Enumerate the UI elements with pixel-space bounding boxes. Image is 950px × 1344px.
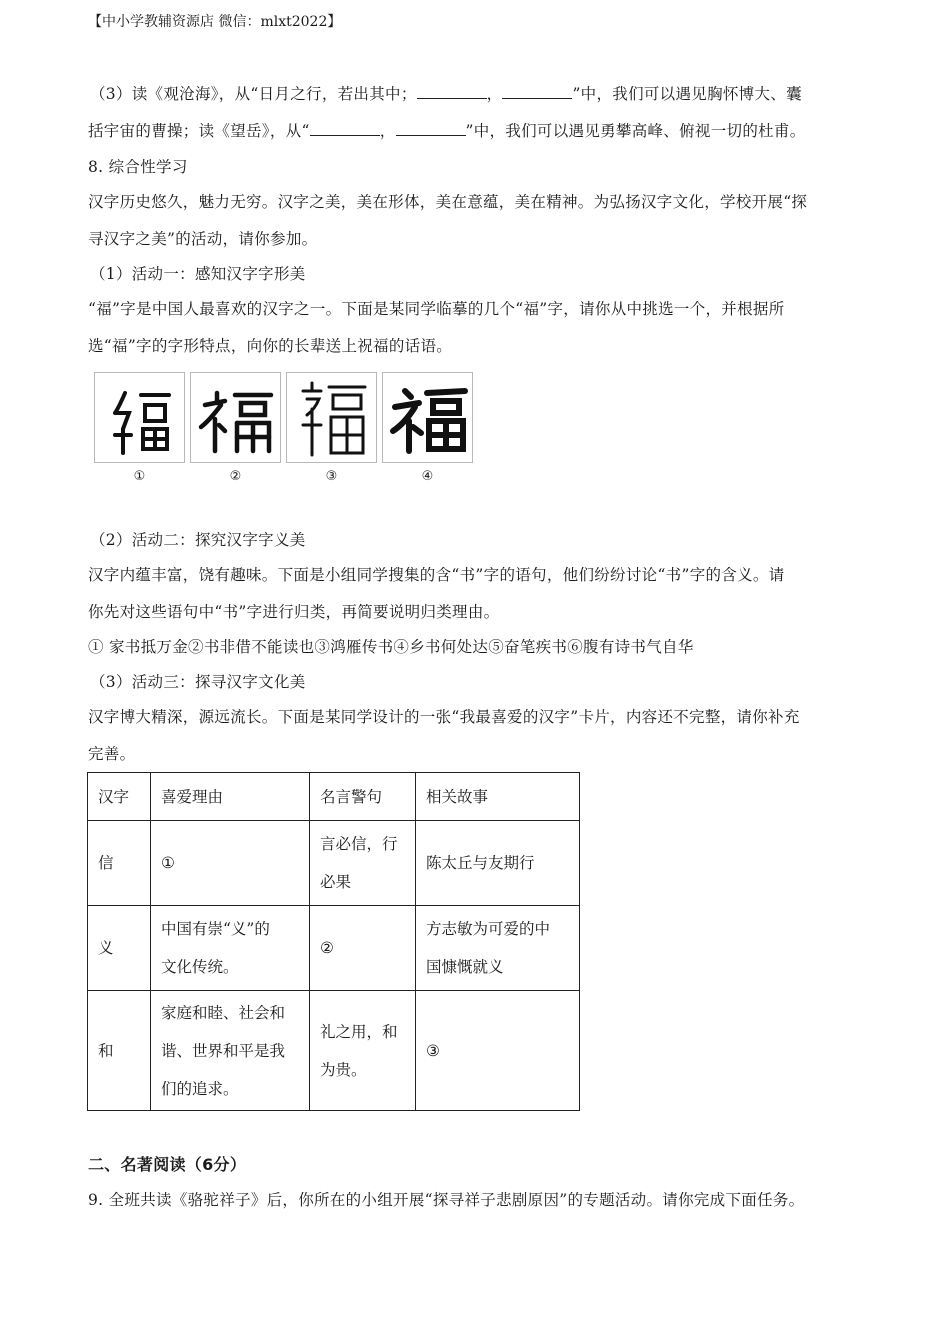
blank-4[interactable]: [396, 121, 466, 136]
activity2-items: ① 家书抵万金②书非借不能读也③鸿雁传书④乡书何处达⑤奋笔疾书⑥腹有诗书气自华: [88, 638, 694, 656]
cell-text: ③: [426, 1041, 440, 1060]
fu-label-1: ①: [133, 469, 146, 484]
fu-image-4: [382, 372, 473, 463]
cell-text: 信: [98, 854, 114, 872]
q8-intro-line1: 汉字历史悠久，魅力无穷。汉字之美，美在形体，美在意蕴，美在精神。为弘扬汉字文化，学校开展“探: [88, 193, 808, 211]
q7-3-line2-a: 括宇宙的曹操；读《望岳》，从“: [88, 122, 310, 140]
fu-clerical-graphic: [191, 373, 282, 464]
cell-text: 言必信，行: [320, 835, 398, 853]
cell-text: ①: [161, 854, 175, 872]
reason-cell: [151, 906, 310, 991]
blank-3[interactable]: [310, 121, 380, 136]
q7-3-line1-b: ，: [486, 85, 503, 103]
activity2-line1: 汉字内蕴丰富，饶有趣味。下面是小组同学搜集的含“书”字的语句，他们纷纷讨论“书”字的含义。请: [88, 566, 785, 584]
fu-seal-script-graphic: [95, 373, 186, 464]
q7-3-line1-a: （3）读《观沧海》，从“日月之行，若出其中；: [90, 85, 417, 103]
table-row: [88, 991, 580, 1111]
cell-text: 为贵。: [320, 1060, 367, 1079]
quote-cell: [310, 906, 416, 991]
blank-1[interactable]: [417, 84, 487, 99]
q7-3-line2-b: ，: [379, 122, 396, 140]
q9-text: 9. 全班共读《骆驼祥子》后，你所在的小组开展“探寻祥子悲剧原因”的专题活动。请你完成下面任务。: [88, 1191, 805, 1209]
fu-image-1: [94, 372, 185, 463]
quote-cell: [310, 991, 416, 1111]
fu-label-4: ④: [421, 469, 434, 484]
blank-2[interactable]: [502, 84, 572, 99]
cell-text: 文化传统。: [161, 958, 239, 976]
table-row: [88, 821, 580, 906]
cell-text: 义: [98, 939, 114, 957]
activity2-line2: 你先对这些语句中“书”字进行归类，再简要说明归类理由。: [88, 603, 500, 621]
favorite-character-card-table: [87, 772, 580, 1111]
header-cell: 名言警句: [310, 773, 416, 821]
char-cell: [88, 906, 151, 991]
fu-image-3: [286, 372, 377, 463]
story-cell: [416, 991, 580, 1111]
q7-3-line2: [88, 119, 806, 141]
cell-text: 国慷慨就义: [426, 958, 504, 976]
header-cell: 相关故事: [416, 773, 580, 821]
activity3-line2: 完善。: [88, 745, 136, 763]
q8-intro-line2: 寻汉字之美”的活动，请你参加。: [88, 230, 318, 248]
header-cell: 喜爱理由: [151, 773, 310, 821]
quote-cell: [310, 821, 416, 906]
cell-text: 必果: [320, 873, 352, 891]
story-cell: [416, 906, 580, 991]
table-row: [88, 906, 580, 991]
activity3-title: （3）活动三：探寻汉字文化美: [90, 673, 306, 691]
activity1-line1: “福”字是中国人最喜欢的汉字之一。下面是某同学临摹的几个“福”字，请你从中挑选一个，并根据所: [88, 300, 785, 318]
char-cell: [88, 821, 151, 906]
q7-3-line2-c: ”中，我们可以遇见勇攀高峰、俯视一切的杜甫。: [465, 122, 806, 140]
fu-label-3: ③: [325, 469, 338, 484]
cell-text: 家庭和睦、社会和: [161, 1003, 286, 1022]
cell-text: 陈太丘与友期行: [426, 854, 535, 872]
q7-3-line1-c: ”中，我们可以遇见胸怀博大、囊: [572, 85, 802, 103]
q7-3-line1: [90, 82, 802, 104]
cell-text: 和: [98, 1041, 114, 1060]
q8-title: 8. 综合性学习: [88, 158, 188, 176]
reason-cell: [151, 821, 310, 906]
activity2-title: （2）活动二：探究汉字字义美: [90, 531, 306, 549]
cell-text: ②: [320, 939, 334, 957]
header-watermark: 【中小学教辅资源店 微信：mlxt2022】: [88, 14, 342, 30]
activity1-title: （1）活动一：感知汉字字形美: [90, 265, 306, 283]
header-cell: 汉字: [88, 773, 151, 821]
section2-title: 二、名著阅读（6分）: [88, 1155, 247, 1174]
activity1-line2: 选“福”字的字形特点，向你的长辈送上祝福的话语。: [88, 337, 453, 355]
story-cell: [416, 821, 580, 906]
reason-cell: [151, 991, 310, 1111]
cell-text: 谐、世界和平是我: [161, 1041, 286, 1060]
activity3-line1: 汉字博大精深，源远流长。下面是某同学设计的一张“我最喜爱的汉字”卡片，内容还不完整，请你补充: [88, 708, 800, 726]
cell-text: 中国有崇“义”的: [161, 920, 270, 938]
cell-text: 礼之用，和: [320, 1022, 398, 1041]
cell-text: 们的追求。: [161, 1079, 239, 1098]
table-header-row: [88, 773, 580, 821]
fu-label-2: ②: [229, 469, 242, 484]
fu-image-2: [190, 372, 281, 463]
fu-seal-graphic: [287, 373, 378, 464]
fu-regular-graphic: [383, 373, 474, 464]
cell-text: 方志敏为可爱的中: [426, 920, 551, 938]
char-cell: [88, 991, 151, 1111]
